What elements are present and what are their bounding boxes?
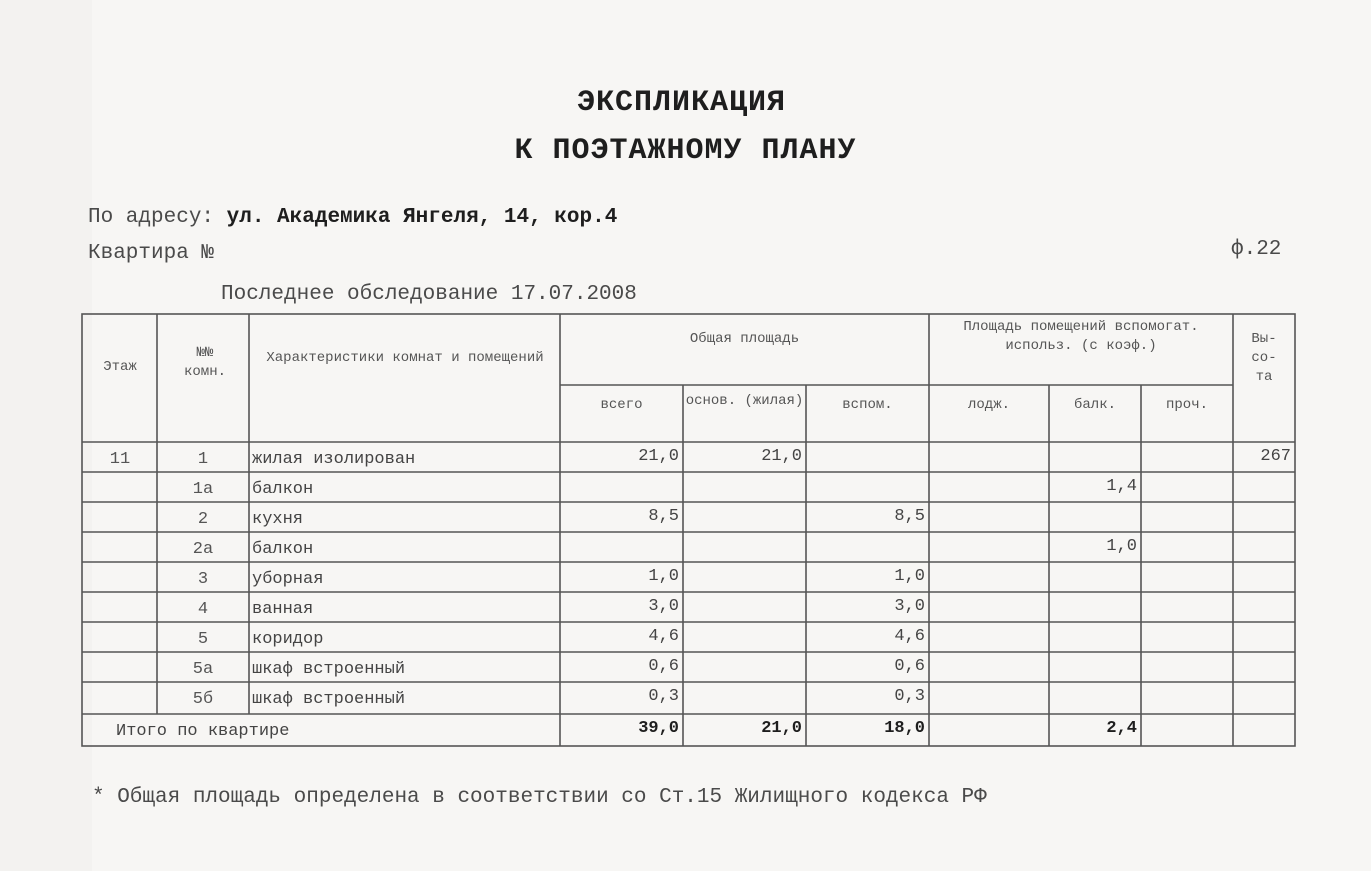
totals-balcony: 2,4 [1106, 719, 1137, 738]
cell-room-name: шкаф встроенный [252, 690, 406, 709]
cell-room-name: кухня [252, 510, 304, 529]
cell-room-name: шкаф встроенный [252, 660, 406, 679]
cell-room-name: жилая изолирован [252, 450, 416, 469]
document-title: ЭКСПЛИКАЦИЯ [576, 86, 787, 120]
cell-total-aux: 3,0 [894, 597, 925, 616]
header-total-all: всего [600, 397, 643, 413]
cell-total-aux: 0,6 [894, 657, 925, 676]
address-value: ул. Академика Янгеля, 14, кор.4 [226, 206, 618, 229]
header-total-area: Общая площадь [689, 331, 800, 347]
cell-room-name: уборная [252, 570, 324, 589]
cell-height: 267 [1260, 447, 1291, 466]
cell-total-all: 3,0 [648, 597, 679, 616]
header-floor: Этаж [103, 359, 137, 375]
totals-aux: 18,0 [884, 719, 925, 738]
form-code: ф.22 [1231, 238, 1282, 261]
totals-label: Итого по квартире [116, 722, 290, 741]
header-other: проч. [1165, 397, 1208, 413]
header-balcony: балк. [1073, 397, 1116, 413]
cell-room-number: 5а [192, 660, 214, 679]
cell-room-name: коридор [252, 630, 324, 649]
totals-all: 39,0 [638, 719, 679, 738]
cell-room-name: ванная [252, 600, 314, 619]
cell-total-all: 0,6 [648, 657, 679, 676]
cell-room-number: 2 [197, 510, 209, 529]
cell-floor: 11 [109, 450, 131, 469]
cell-room-number: 5 [197, 630, 209, 649]
cell-total-all: 4,6 [648, 627, 679, 646]
cell-total-aux: 1,0 [894, 567, 925, 586]
cell-room-number: 3 [197, 570, 209, 589]
document-subtitle: К ПОЭТАЖНОМУ ПЛАНУ [514, 134, 857, 168]
header-room-number: №№ комн. [183, 345, 226, 380]
cell-balcony: 1,0 [1106, 537, 1137, 556]
cell-room-number: 1а [192, 480, 214, 499]
cell-total-aux: 0,3 [894, 687, 925, 706]
cell-balcony: 1,4 [1106, 477, 1137, 496]
cell-room-number: 1 [197, 450, 209, 469]
cell-room-number: 4 [197, 600, 209, 619]
header-loggia: лодж. [967, 397, 1010, 413]
cell-total-aux: 4,6 [894, 627, 925, 646]
cell-total-all: 8,5 [648, 507, 679, 526]
header-characteristics: Характеристики комнат и помещений [266, 350, 544, 366]
apartment-label: Квартира № [88, 242, 215, 265]
header-total-aux: вспом. [842, 397, 893, 413]
address-label: По адресу: [88, 206, 215, 229]
header-total-main: основ. (жилая) [685, 393, 804, 409]
cell-total-all: 1,0 [648, 567, 679, 586]
cell-room-number: 2а [192, 540, 214, 559]
cell-total-main: 21,0 [761, 447, 802, 466]
cell-total-aux: 8,5 [894, 507, 925, 526]
header-aux-area: Площадь помещений вспомогат. использ. (с коэф.) [963, 319, 1199, 354]
cell-total-all: 21,0 [638, 447, 679, 466]
footnote: * Общая площадь определена в соответствии со Ст.15 Жилищного кодекса РФ [92, 786, 987, 809]
cell-room-number: 5б [192, 690, 214, 709]
header-height: Вы- со- та [1251, 331, 1277, 385]
last-survey: Последнее обследование 17.07.2008 [221, 283, 637, 306]
cell-room-name: балкон [252, 480, 314, 499]
totals-main: 21,0 [761, 719, 802, 738]
cell-room-name: балкон [252, 540, 314, 559]
cell-total-all: 0,3 [648, 687, 679, 706]
